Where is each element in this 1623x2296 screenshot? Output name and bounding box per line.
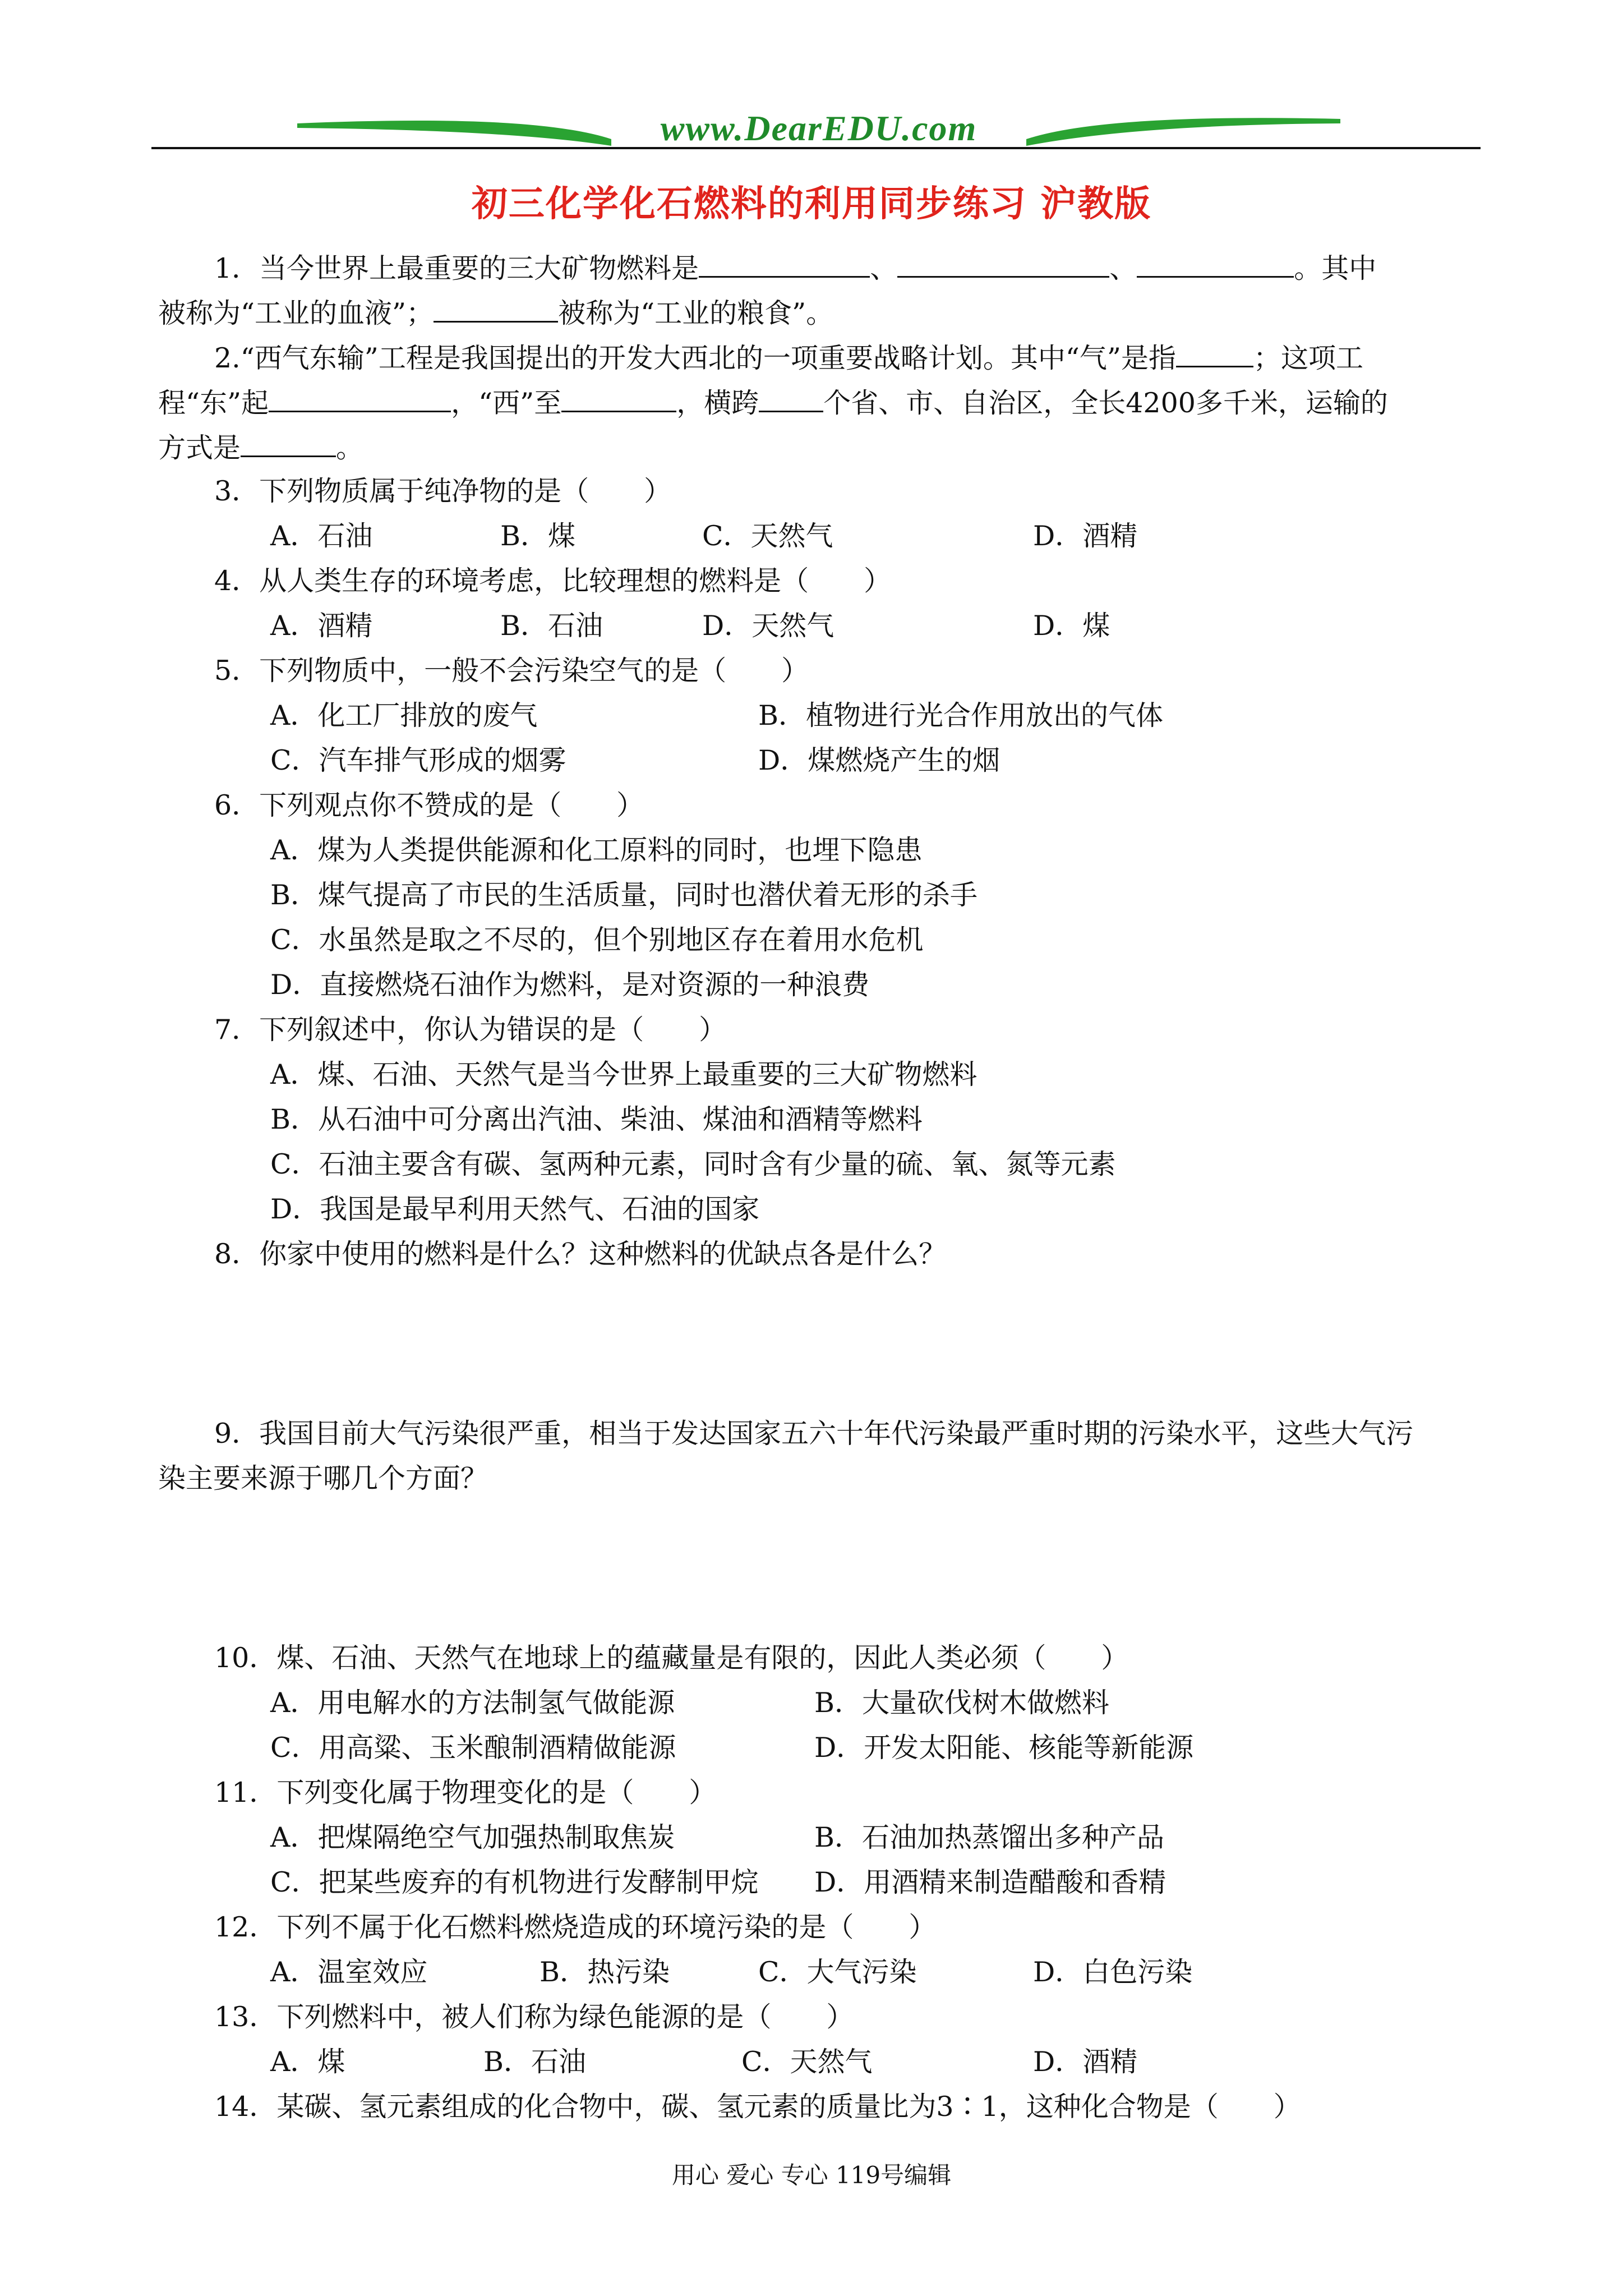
option-b[interactable]: B．石油加热蒸馏出多种产品 [814, 1821, 1165, 1853]
question-10-stem: 10．煤、石油、天然气在地球上的蕴藏量是有限的，因此人类必须（ ） [214, 1642, 1129, 1674]
option-c[interactable]: C．用高粱、玉米酿制酒精做能源 [270, 1732, 676, 1764]
option-d[interactable]: D．直接燃烧石油作为燃料，是对资源的一种浪费 [270, 969, 870, 1001]
q2-text: 。 [336, 432, 364, 464]
q1-sep: 、 [870, 252, 898, 284]
option-c[interactable]: C．汽车排气形成的烟雾 [270, 744, 566, 776]
option-a[interactable]: A．煤、石油、天然气是当今世界上最重要的三大矿物燃料 [270, 1059, 978, 1091]
question-3-stem: 3．下列物质属于纯净物的是（ ） [214, 475, 672, 507]
question-1-line-1 [214, 250, 1376, 286]
q2-text: 方式是 [158, 432, 241, 464]
option-c[interactable]: C．水虽然是取之不尽的，但个别地区存在着用水危机 [270, 924, 924, 956]
option-d[interactable]: D．用酒精来制造醋酸和香精 [814, 1866, 1166, 1898]
header-rule [151, 147, 1481, 149]
question-6-stem: 6．下列观点你不赞成的是（ ） [214, 789, 644, 821]
option-b[interactable]: B．热污染 [540, 1956, 670, 1988]
question-14-stem: 14．某碳、氢元素组成的化合物中，碳、氢元素的质量比为3∶1，这种化合物是（ ） [214, 2091, 1301, 2123]
question-8-stem: 8．你家中使用的燃料是什么？这种燃料的优缺点各是什么？ [214, 1238, 947, 1270]
question-12-stem: 12．下列不属于化石燃料燃烧造成的环境污染的是（ ） [214, 1911, 937, 1943]
answer-blank[interactable] [1176, 340, 1253, 367]
option-c[interactable]: C．天然气 [741, 2046, 873, 2078]
option-b[interactable]: B．从石油中可分离出汽油、柴油、煤油和酒精等燃料 [270, 1103, 923, 1135]
option-b[interactable]: B．大量砍伐树木做燃料 [814, 1687, 1110, 1719]
question-13-stem: 13．下列燃料中，被人们称为绿色能源的是（ ） [214, 2001, 854, 2033]
question-7-stem: 7．下列叙述中，你认为错误的是（ ） [214, 1014, 727, 1046]
page-title: 初三化学化石燃料的利用同步练习 沪教版 [471, 183, 1152, 225]
q2-text: 个省、市、自治区，全长4200多千米，运输的 [823, 387, 1388, 419]
option-d[interactable]: D．白色污染 [1033, 1956, 1193, 1988]
option-a[interactable]: A．用电解水的方法制氢气做能源 [270, 1687, 675, 1719]
q2-text: ；这项工 [1253, 342, 1363, 374]
option-d[interactable]: D．煤燃烧产生的烟 [758, 744, 1000, 776]
page-footer: 用心 爱心 专心 119号编辑 [671, 2161, 952, 2189]
option-a[interactable]: A．化工厂排放的废气 [270, 700, 538, 731]
q2-text: 2.“西气东输”工程是我国提出的开发大西北的一项重要战略计划。其中“气”是指 [214, 342, 1176, 374]
question-5-stem: 5．下列物质中，一般不会污染空气的是（ ） [214, 655, 809, 687]
q2-text: ，横跨 [676, 387, 759, 419]
option-c[interactable]: C．石油主要含有碳、氢两种元素，同时含有少量的硫、氧、氮等元素 [270, 1148, 1116, 1180]
option-d[interactable]: D．我国是最早利用天然气、石油的国家 [270, 1193, 760, 1225]
answer-blank[interactable] [897, 250, 1109, 278]
question-9-line-2: 染主要来源于哪几个方面？ [158, 1462, 488, 1494]
option-b[interactable]: B．植物进行光合作用放出的气体 [758, 700, 1164, 731]
option-b[interactable]: B．石油 [483, 2046, 587, 2078]
option-d[interactable]: D．开发太阳能、核能等新能源 [814, 1732, 1194, 1764]
option-a[interactable]: A．酒精 [270, 610, 373, 642]
answer-blank[interactable] [699, 250, 870, 278]
q1-text: 被称为“工业的粮食”。 [558, 297, 834, 329]
answer-blank[interactable] [241, 430, 336, 457]
question-2-line-3 [158, 430, 363, 465]
answer-blank[interactable] [759, 385, 823, 412]
q1-text: 1．当今世界上最重要的三大矿物燃料是 [214, 252, 699, 284]
question-2-line-1 [214, 340, 1363, 375]
option-d[interactable]: D．酒精 [1033, 520, 1138, 552]
answer-blank[interactable] [434, 295, 558, 323]
option-b[interactable]: B．煤 [500, 520, 576, 552]
option-b[interactable]: B．煤气提高了市民的生活质量，同时也潜伏着无形的杀手 [270, 879, 978, 911]
question-2-line-2 [158, 385, 1388, 420]
option-c[interactable]: C．把某些废弃的有机物进行发酵制甲烷 [270, 1866, 759, 1898]
option-d[interactable]: D．煤 [1033, 610, 1110, 642]
q1-sep: 、 [1109, 252, 1137, 284]
option-d[interactable]: D．酒精 [1033, 2046, 1138, 2078]
option-a[interactable]: A．石油 [270, 520, 373, 552]
option-a[interactable]: A．煤 [270, 2046, 345, 2078]
option-b[interactable]: B．石油 [500, 610, 603, 642]
logo-text: www.DearEDU.com [660, 108, 978, 148]
answer-blank[interactable] [269, 385, 451, 412]
q1-text: 被称为“工业的血液”； [158, 297, 434, 329]
option-c[interactable]: C．大气污染 [758, 1956, 917, 1988]
q1-text: 。其中 [1294, 252, 1377, 284]
option-c[interactable]: C．天然气 [702, 520, 833, 552]
option-a[interactable]: A．温室效应 [270, 1956, 428, 1988]
option-a[interactable]: A．把煤隔绝空气加强热制取焦炭 [270, 1821, 675, 1853]
answer-blank[interactable] [561, 385, 676, 412]
option-c[interactable]: D．天然气 [702, 610, 834, 642]
question-9-line-1: 9．我国目前大气污染很严重，相当于发达国家五六十年代污染最严重时期的污染水平，这些大气污 [214, 1418, 1414, 1450]
q2-text: ，“西”至 [451, 387, 562, 419]
option-a[interactable]: A．煤为人类提供能源和化工原料的同时，也埋下隐患 [270, 834, 923, 866]
site-logo [297, 102, 1340, 164]
question-1-line-2 [158, 295, 833, 330]
q2-text: 程“东”起 [158, 387, 269, 419]
question-11-stem: 11．下列变化属于物理变化的是（ ） [214, 1777, 717, 1809]
answer-blank[interactable] [1137, 250, 1294, 278]
question-4-stem: 4．从人类生存的环境考虑，比较理想的燃料是（ ） [214, 565, 892, 597]
